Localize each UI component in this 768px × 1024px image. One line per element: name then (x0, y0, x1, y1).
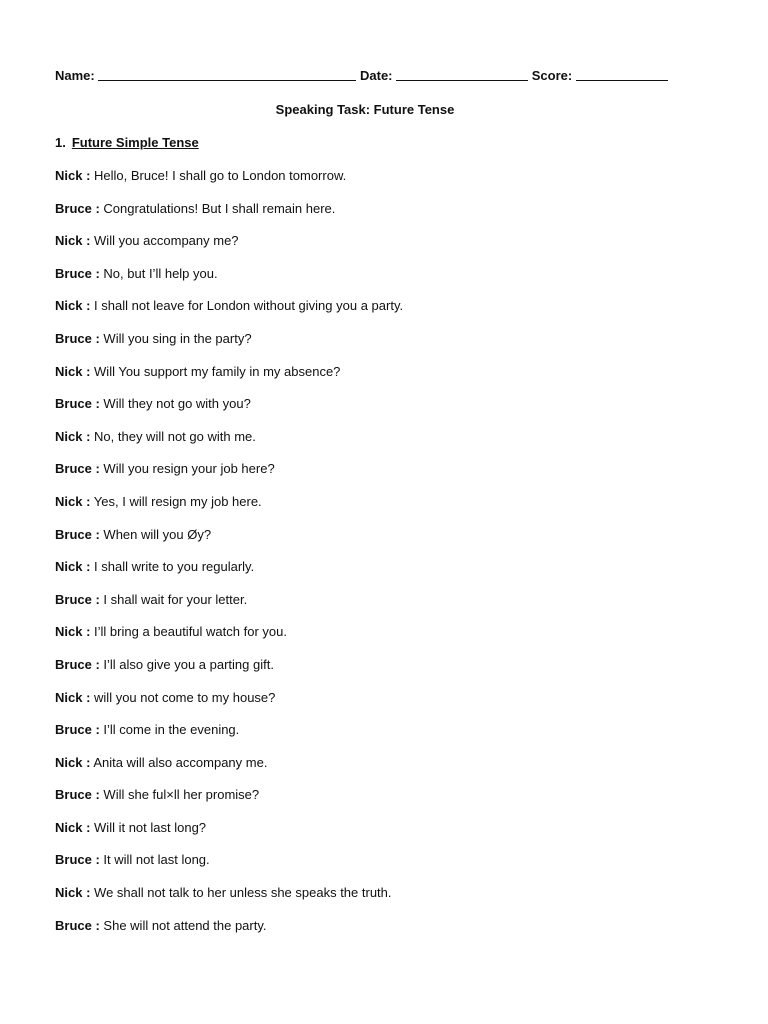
dialogue-line (55, 461, 735, 494)
speaker-name: Nick : (55, 493, 91, 509)
dialogue-line (55, 298, 735, 331)
dialogue-text: Will she ful×ll her promise? (103, 787, 260, 803)
dialogue-line (55, 787, 735, 820)
dialogue-line (55, 201, 735, 234)
dialogue-text: Will you resign your job here? (103, 461, 275, 477)
speaker-name: Bruce : (55, 396, 100, 412)
dialogue-text: Anita will also accompany me. (93, 754, 268, 770)
dialogue-line (55, 266, 735, 299)
dialogue-line (55, 820, 735, 853)
dialogue-line (55, 918, 735, 951)
dialogue-text: Yes, I will resign my job here. (93, 493, 262, 509)
date-field[interactable] (396, 68, 528, 81)
dialogue-line (55, 559, 735, 592)
section-heading (55, 135, 199, 150)
speaker-name: Nick : (55, 298, 91, 314)
speaker-name: Nick : (55, 885, 91, 901)
date-label: Date: (360, 68, 393, 83)
dialogue-text: I shall write to you regularly. (94, 559, 255, 575)
name-field[interactable] (98, 68, 356, 81)
dialogue-text: Hello, Bruce! I shall go to London tomorrow. (94, 168, 347, 183)
speaker-name: Nick : (55, 363, 91, 379)
dialogue-text: I shall not leave for London without giving you a party. (94, 298, 404, 314)
dialogue-text: She will not attend the party. (103, 917, 267, 933)
section-title: Future Simple Tense (71, 135, 199, 150)
speaker-name: Bruce : (55, 330, 100, 346)
dialogue-line (55, 690, 735, 723)
dialogue-line (55, 396, 735, 429)
dialogue-text: When will you Øy? (103, 526, 212, 542)
speaker-name: Bruce : (55, 591, 100, 607)
dialogue-text: We shall not talk to her unless she speaks the truth. (94, 885, 392, 901)
speaker-name: Nick : (55, 689, 91, 705)
dialogue-line (55, 168, 735, 201)
speaker-name: Nick : (55, 428, 91, 444)
dialogue-text: Will you accompany me? (94, 233, 239, 249)
speaker-name: Nick : (55, 624, 91, 640)
speaker-name: Bruce : (55, 917, 100, 933)
dialogue-text: Will you sing in the party? (103, 330, 252, 346)
page-title: Speaking Task: Future Tense (275, 102, 455, 117)
dialogue-text: I’ll come in the evening. (103, 722, 240, 738)
speaker-name: Nick : (55, 754, 91, 770)
dialogue-line (55, 364, 735, 397)
dialogue-line (55, 429, 735, 462)
dialogue-list (55, 168, 735, 950)
dialogue-text: Congratulations! But I shall remain here. (103, 200, 336, 216)
dialogue-line (55, 233, 735, 266)
speaker-name: Bruce : (55, 526, 100, 542)
dialogue-line (55, 331, 735, 364)
score-field[interactable] (576, 68, 668, 81)
dialogue-text: No, but I’ll help you. (103, 265, 218, 281)
dialogue-text: will you not come to my house? (94, 689, 276, 705)
speaker-name: Bruce : (55, 656, 100, 672)
section-number: 1. (55, 135, 66, 150)
dialogue-text: I’ll bring a beautiful watch for you. (94, 624, 287, 640)
speaker-name: Nick : (55, 233, 91, 249)
speaker-name: Nick : (55, 168, 91, 183)
dialogue-text: I’ll also give you a parting gift. (103, 656, 274, 672)
speaker-name: Bruce : (55, 200, 100, 216)
dialogue-line (55, 527, 735, 560)
dialogue-line (55, 624, 735, 657)
dialogue-line (55, 722, 735, 755)
dialogue-text: I shall wait for your letter. (103, 591, 248, 607)
speaker-name: Bruce : (55, 722, 100, 738)
dialogue-text: No, they will not go with me. (94, 428, 256, 444)
speaker-name: Bruce : (55, 852, 100, 868)
dialogue-text: Will You support my family in my absence? (94, 363, 341, 379)
speaker-name: Bruce : (55, 265, 100, 281)
dialogue-text: Will they not go with you? (103, 396, 251, 412)
dialogue-text: It will not last long. (103, 852, 210, 868)
speaker-name: Nick : (55, 559, 91, 575)
score-label: Score: (531, 68, 573, 83)
dialogue-line (55, 755, 735, 788)
name-label: Name: (55, 68, 95, 83)
speaker-name: Bruce : (55, 461, 100, 477)
dialogue-line (55, 885, 735, 918)
dialogue-text: Will it not last long? (94, 819, 207, 835)
dialogue-line (55, 852, 735, 885)
dialogue-line (55, 592, 735, 625)
speaker-name: Nick : (55, 819, 91, 835)
speaker-name: Bruce : (55, 787, 100, 803)
worksheet-header (55, 68, 668, 83)
dialogue-line (55, 657, 735, 690)
dialogue-line (55, 494, 735, 527)
